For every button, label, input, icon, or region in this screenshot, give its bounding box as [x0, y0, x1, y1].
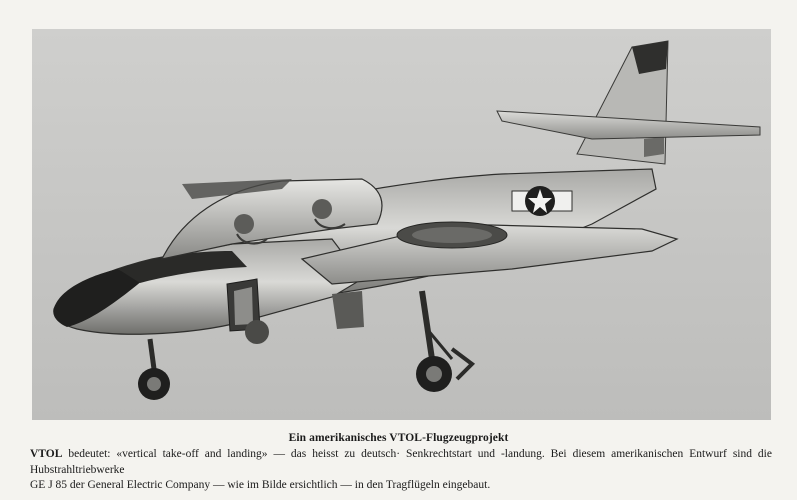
roundel-insignia	[512, 186, 572, 216]
aircraft-illustration	[32, 29, 771, 420]
aircraft-photo	[32, 29, 771, 420]
caption-line-1-text: bedeutet: «vertical take-off and landing» — das heisst zu deutsch· Senkrechtstart und -landung. Bei diesem amerikanischen Entwurf sind die Hubstrahltriebwerke	[30, 448, 772, 476]
caption-term: VTOL	[30, 448, 63, 460]
caption-line-2: GE J 85 der General Electric Company — wie im Bilde ersichtlich — in den Tragflügeln eingebaut.	[30, 479, 491, 491]
figure-caption-body	[30, 447, 772, 494]
caption-line-1	[30, 447, 772, 478]
figure-caption-title: Ein amerikanisches VTOL-Flugzeugprojekt	[288, 432, 509, 444]
